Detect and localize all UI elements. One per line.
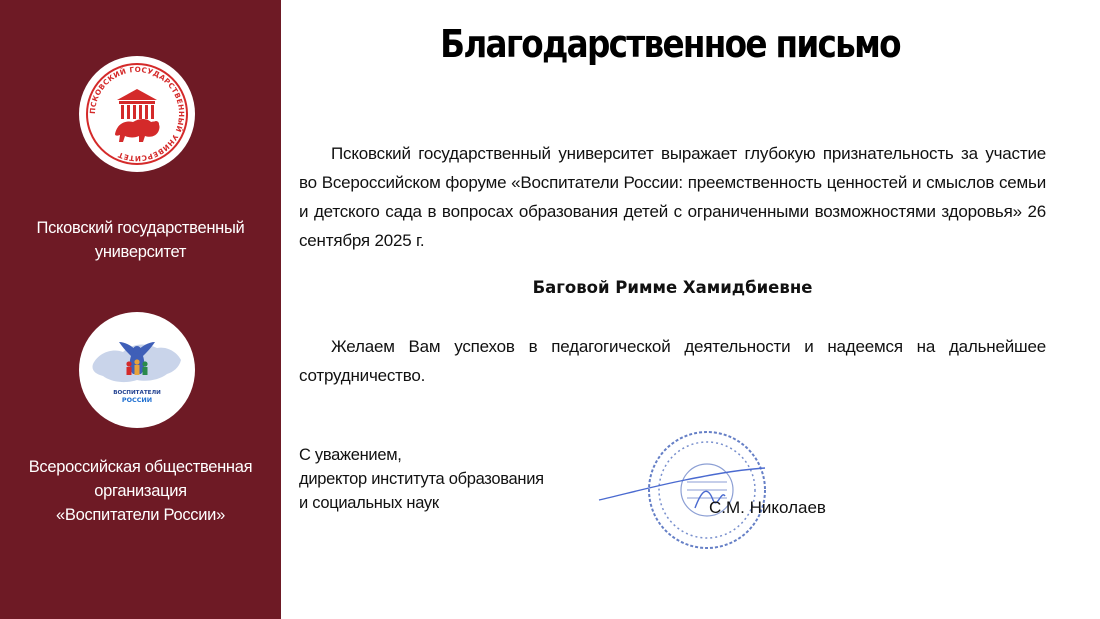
organization-caption-line: Всероссийская общественная xyxy=(28,458,253,476)
letter-title: Благодарственное письмо xyxy=(440,22,900,66)
university-logo-ring-text: ПСКОВСКИЙ ГОСУДАРСТВЕННЫЙ УНИВЕРСИТЕТ xyxy=(87,64,187,164)
university-caption-line: университет xyxy=(94,243,187,261)
university-logo xyxy=(79,56,195,172)
university-logo-icon xyxy=(79,56,195,172)
organization-caption xyxy=(0,455,281,527)
signer-name: С.М. Николаев xyxy=(709,498,826,517)
organization-caption-line: «Воспитатели России» xyxy=(56,506,225,524)
organization-logo xyxy=(79,312,195,428)
recipient-name: Баговой Римме Хамидбиевне xyxy=(532,278,813,297)
organization-caption-line: организация xyxy=(94,482,187,500)
signature-block xyxy=(299,443,544,515)
university-caption xyxy=(0,216,281,264)
gratitude-paragraph: Псковский государственный университет выражает глубокую признательность за участие во Всероссийском форуме «Воспитатели России: преемственность ценностей и смыслов семьи и детского сада в вопросах образования детей с ограниченными возможностями здоровья» 26 сентября 2025 г. xyxy=(299,144,1046,250)
wishes-paragraph: Желаем Вам успехов в педагогической деятельности и надеемся на дальнейшее сотрудничество. xyxy=(299,337,1046,385)
university-caption-line: Псковский государственный xyxy=(36,219,245,237)
svg-text:ПСКОВСКИЙ ГОСУДАРСТВЕННЫЙ УНИВ xyxy=(88,65,186,163)
signature-line: С уважением, xyxy=(299,446,402,464)
sidebar-panel xyxy=(0,0,281,619)
signature-line: и социальных наук xyxy=(299,494,439,512)
signature-line: директор института образования xyxy=(299,470,544,488)
organization-logo-text: РОССИИ xyxy=(121,396,153,404)
organization-logo-icon xyxy=(79,312,195,428)
official-stamp-icon xyxy=(595,420,775,560)
organization-logo-text: ВОСПИТАТЕЛИ xyxy=(113,390,161,396)
